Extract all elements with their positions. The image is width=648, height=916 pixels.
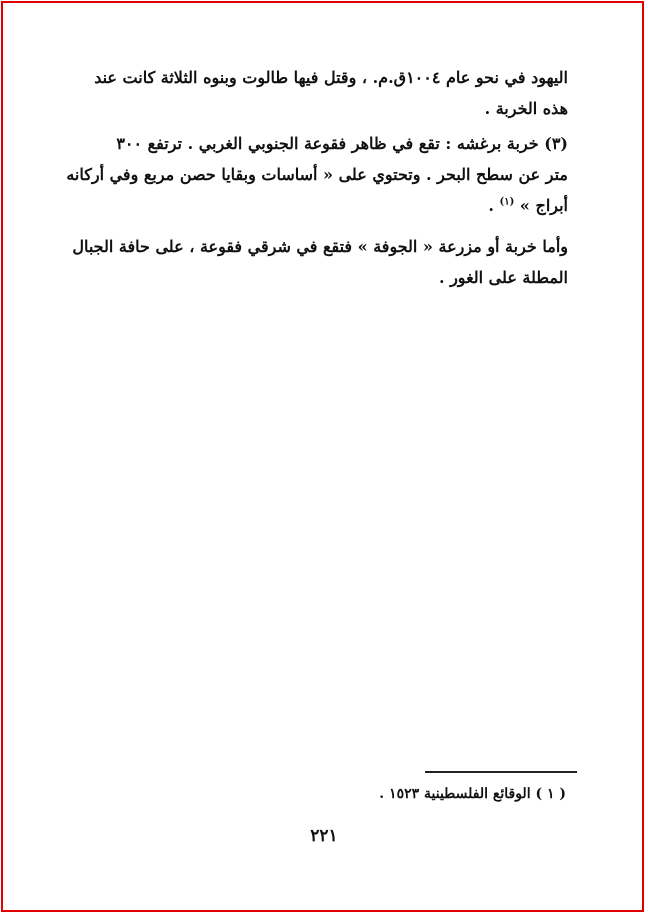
- paragraph-3-line-1: وأما خربة أو مزرعة « الجوفة » فتقع في شرقي فقوعة ، على حافة الجبال: [72, 237, 568, 256]
- paragraph-1: [82, 62, 568, 124]
- paragraph-3-line-2: المطلة على الغور .: [438, 268, 568, 287]
- paragraph-3: [72, 231, 568, 293]
- footnote-separator: [425, 771, 577, 773]
- page-number: ٢٢١: [310, 826, 338, 846]
- paragraph-2-line-3: [82, 190, 568, 221]
- paragraph-2-line-3-text: أبراج »: [519, 196, 568, 215]
- paragraph-1-line-2: هذه الخربة .: [484, 99, 568, 118]
- footnote-reference: (١): [499, 196, 515, 208]
- paragraph-1-line-1: اليهود في نحو عام ١٠٠٤ق.م. ، وقتل فيها طالوت وبنوه الثلاثة كانت عند: [94, 68, 568, 87]
- paragraph-2-line-1: (٣) خربة برغشه : تقع في ظاهر فقوعة الجنوبي الغربي . ترتفع ٣٠٠: [116, 134, 568, 153]
- footnote: ( ١ ) الوقائع الفلسطينية ١٥٢٣ .: [379, 786, 566, 802]
- paragraph-2: [66, 128, 568, 221]
- paragraph-2-tail: .: [488, 196, 500, 215]
- paragraph-2-line-2: متر عن سطح البحر . وتحتوي على « أساسات وبقايا حصن مربع وفي أركانه: [66, 165, 568, 184]
